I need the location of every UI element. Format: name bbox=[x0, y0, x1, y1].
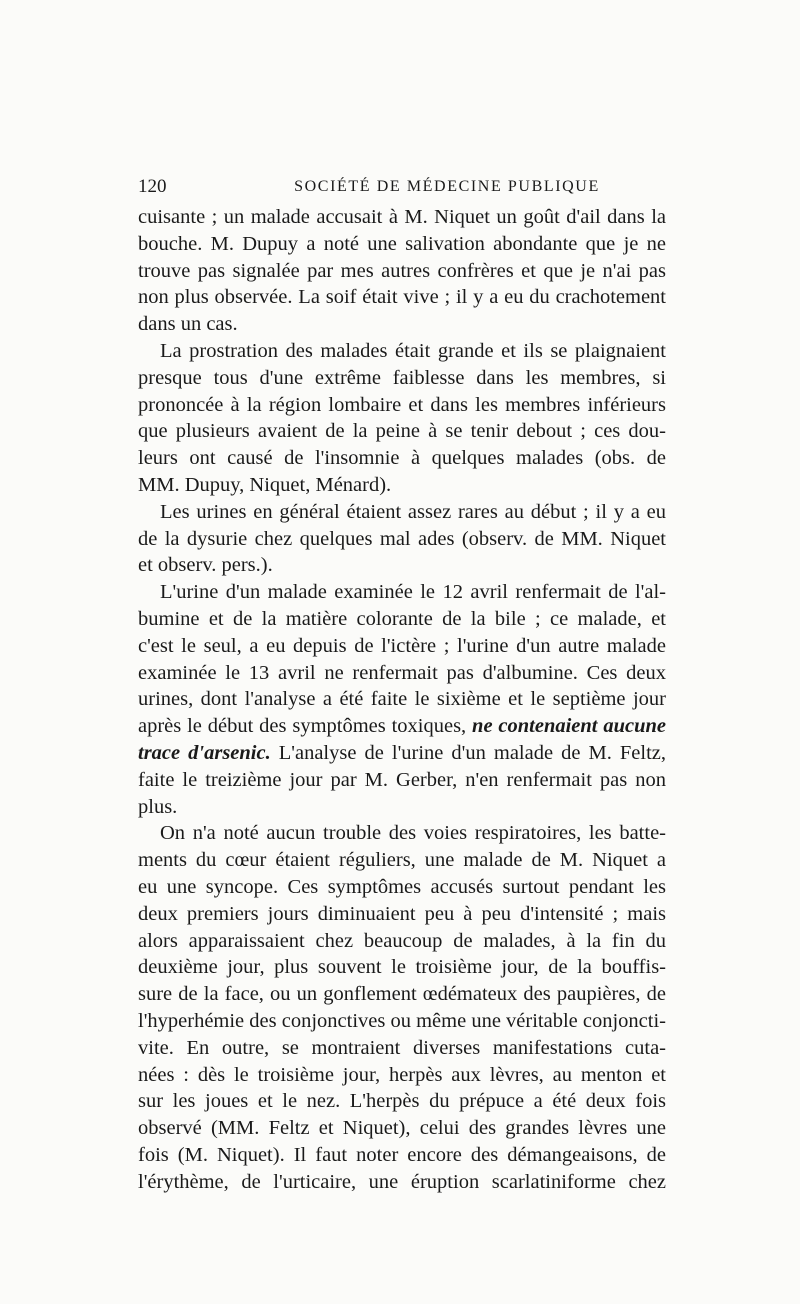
text-line: de la dysurie chez quelques mal ades (observ. de MM. Niquet bbox=[138, 527, 666, 550]
text-line: On n'a noté aucun trouble des voies respiratoires, les batte- bbox=[160, 822, 666, 845]
text-line: examinée le 13 avril ne renfermait pas d'albumine. Ces deux bbox=[138, 661, 666, 684]
text-line: presque tous d'une extrême faiblesse dans les membres, si bbox=[138, 366, 666, 389]
text-line: trouve pas signalée par mes autres confrères et que je n'ai pas bbox=[138, 259, 666, 282]
text-line: sur les joues et le nez. L'herpès du prépuce a été deux fois bbox=[138, 1090, 666, 1113]
text-line: faite le treizième jour par M. Gerber, n'en renfermait pas non bbox=[138, 768, 666, 791]
text-line: l'hyperhémie des conjonctives ou même une véritable conjoncti- bbox=[138, 1009, 666, 1032]
emphasized-text: ne contenaient aucune bbox=[472, 715, 666, 738]
emphasized-text: trace d'arsenic. bbox=[138, 741, 271, 764]
text-line: deuxième jour, plus souvent le troisième jour, de la bouffis- bbox=[138, 956, 666, 979]
text-line: prononcée à la région lombaire et dans les membres inférieurs bbox=[138, 393, 666, 416]
text-line: urines, dont l'analyse a été faite le sixième et le septième jour bbox=[138, 688, 666, 711]
text-line: c'est le seul, a eu depuis de l'ictère ; l'urine d'un autre malade bbox=[138, 634, 666, 657]
text-line: La prostration des malades était grande et ils se plaignaient bbox=[160, 339, 666, 362]
text-line: ments du cœur étaient réguliers, une malade de M. Niquet a bbox=[138, 849, 666, 872]
text-line: deux premiers jours diminuaient peu à peu d'intensité ; mais bbox=[138, 902, 666, 925]
text-line: sure de la face, ou un gonflement œdémateux des paupières, de bbox=[138, 983, 666, 1006]
page-header bbox=[138, 172, 666, 202]
body-text bbox=[138, 204, 666, 1195]
text-line: nées : dès le troisième jour, herpès aux lèvres, au menton et bbox=[138, 1063, 666, 1086]
text-line: vite. En outre, se montraient diverses manifestations cuta- bbox=[138, 1036, 666, 1059]
text-line: non plus observée. La soif était vive ; il y a eu du crachotement bbox=[138, 286, 666, 309]
text-line: eu une syncope. Ces symptômes accusés surtout pendant les bbox=[138, 875, 666, 898]
paragraph bbox=[138, 204, 666, 338]
text-line: et observ. pers.). bbox=[138, 554, 273, 577]
text-line bbox=[138, 713, 666, 740]
text-line: MM. Dupuy, Niquet, Ménard). bbox=[138, 473, 392, 496]
text-line: leurs ont causé de l'insomnie à quelques malades (obs. de bbox=[138, 447, 666, 470]
text-line: que plusieurs avaient de la peine à se tenir debout ; ces dou- bbox=[138, 420, 666, 443]
running-title: SOCIÉTÉ DE MÉDECINE PUBLIQUE bbox=[294, 178, 600, 195]
text-line: Les urines en général étaient assez rares au début ; il y a eu bbox=[160, 500, 666, 523]
text-line: bouche. M. Dupuy a noté une salivation abondante que je ne bbox=[138, 232, 666, 255]
text-line: alors apparaissaient chez beaucoup de malades, à la fin du bbox=[138, 929, 666, 952]
text-line: cuisante ; un malade accusait à M. Niquet un goût d'ail dans la bbox=[138, 206, 666, 228]
paragraph bbox=[138, 499, 666, 579]
text-line: observé (MM. Feltz et Niquet), celui des grandes lèvres une bbox=[138, 1117, 666, 1140]
paragraph bbox=[138, 338, 666, 499]
paragraph bbox=[138, 820, 666, 1195]
text-line: L'urine d'un malade examinée le 12 avril renfermait de l'al- bbox=[160, 581, 666, 604]
text-line: l'érythème, de l'urticaire, une éruption scarlatiniforme chez bbox=[138, 1170, 666, 1193]
text-run: L'analyse de l'urine d'un malade de M. Feltz, bbox=[270, 741, 666, 764]
text-run: après le début des symptômes toxiques, bbox=[138, 715, 473, 738]
page-number: 120 bbox=[138, 176, 167, 197]
paragraph bbox=[138, 579, 666, 820]
text-line: dans un cas. bbox=[138, 313, 238, 336]
text-line bbox=[138, 740, 666, 767]
text-line: bumine et de la matière colorante de la bile ; ce malade, et bbox=[138, 607, 666, 630]
text-line: fois (M. Niquet). Il faut noter encore des démangeaisons, de bbox=[138, 1143, 666, 1166]
text-line: plus. bbox=[138, 795, 178, 818]
